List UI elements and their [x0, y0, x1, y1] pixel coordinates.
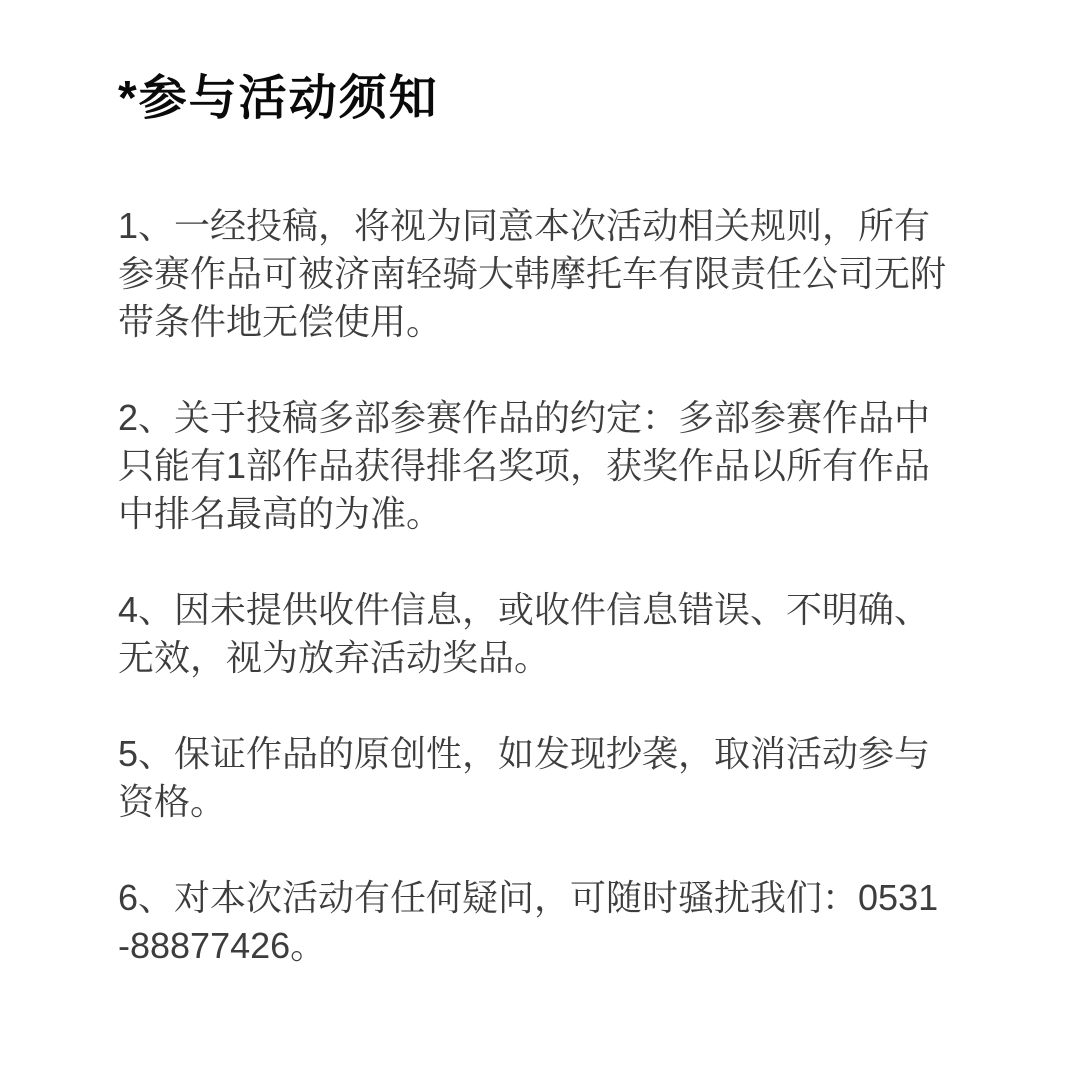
page-title: *参与活动须知	[118, 72, 439, 125]
notice-body	[118, 202, 948, 970]
notice-item-6: 6、对本次活动有任何疑问，可随时骚扰我们：0531-88877426。	[118, 877, 939, 966]
notice-item-4: 4、因未提供收件信息，或收件信息错误、不明确、无效，视为放弃活动奖品。	[118, 589, 931, 678]
notice-item-5: 5、保证作品的原创性，如发现抄袭，取消活动参与资格。	[118, 733, 931, 822]
notice-item-1: 1、一经投稿，将视为同意本次活动相关规则，所有参赛作品可被济南轻骑大韩摩托车有限责任公司无附带条件地无偿使用。	[118, 205, 947, 342]
notice-item-2: 2、关于投稿多部参赛作品的约定：多部参赛作品中只能有1部作品获得排名奖项，获奖作品以所有作品中排名最高的为准。	[118, 397, 931, 534]
